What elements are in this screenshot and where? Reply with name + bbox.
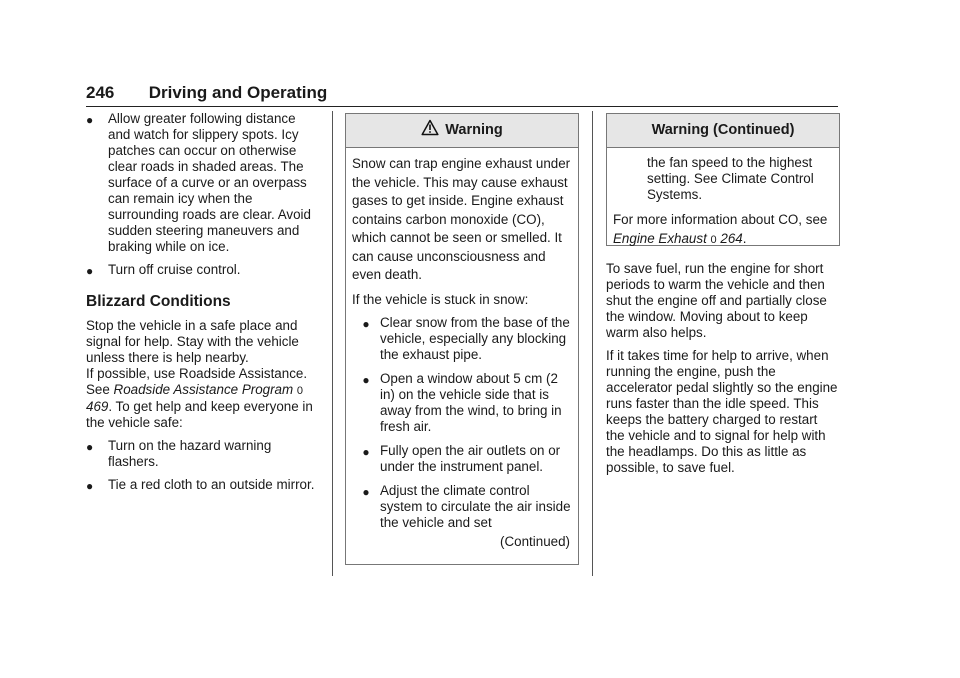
list-item-text: Open a window about 5 cm (2 in) on the vehicle side that is away from the wind, to bring in fresh air. <box>380 371 562 434</box>
paragraph: If it takes time for help to arrive, when running the engine, push the accelerator pedal slightly so the engine runs faster than the idle speed. This keeps the battery charged to restart the vehicle and to signal for help with the headlamps. Do this as little as possible, to save fuel. <box>606 348 838 475</box>
warning-title: Warning (Continued) <box>651 122 795 139</box>
list-item-text: Adjust the climate control system to circulate the air inside the vehicle and set <box>380 483 571 530</box>
text: . To get help and keep everyone in the vehicle safe: <box>86 399 313 430</box>
list-item <box>352 315 572 363</box>
warning-box <box>345 113 579 565</box>
paragraph: Stop the vehicle in a safe place and signal for help. Stay with the vehicle unless there is help nearby. <box>86 318 299 365</box>
subheading: Blizzard Conditions <box>86 293 231 310</box>
section-title: Driving and Operating <box>148 83 328 102</box>
list-item-text: Turn off cruise control. <box>108 262 241 277</box>
spacer <box>606 111 838 261</box>
bullet-icon: ● <box>362 317 370 331</box>
text: . <box>742 230 747 246</box>
column-divider <box>332 111 333 576</box>
list-item-text: Fully open the air outlets on or under the instrument panel. <box>380 443 561 474</box>
paragraph: To save fuel, run the engine for short periods to warm the vehicle and then shut the engine off and partially close the window. Moving about to keep warm also helps. <box>606 261 827 340</box>
bullet-icon: ● <box>86 264 94 278</box>
warning-body <box>346 148 578 556</box>
paragraph: Snow can trap engine exhaust under the vehicle. This may cause exhaust gases to get inside. Engine exhaust contains carbon monoxide (CO), which cannot be seen or smelled. It can cause unconsciousness and even death. <box>352 156 571 282</box>
list-item <box>86 477 318 494</box>
text: If possible, use Roadside Assistance. See <box>86 366 308 397</box>
list-item <box>352 371 572 435</box>
page-ref-number[interactable]: 264 <box>720 230 743 246</box>
list-item <box>352 483 572 531</box>
list-item <box>86 111 318 255</box>
list-item <box>352 443 572 475</box>
list-item-text: Clear snow from the base of the vehicle, especially any blocking the exhaust pipe. <box>380 315 570 362</box>
page-ref-number[interactable]: 469 <box>86 399 109 414</box>
list-item-text: Allow greater following distance and watch for slippery spots. Icy patches can occur on otherwise clear roads in shaded areas. The surface of a curve or an overpass can remain icy when the surrounding roads are clear. Avoid sudden steering maneuvers and braking while on ice. <box>108 111 311 254</box>
list-item <box>86 262 318 279</box>
bullet-icon: ● <box>362 373 370 387</box>
cross-reference-link[interactable]: Roadside Assistance Program <box>113 382 294 397</box>
bullet-icon: ● <box>86 440 94 454</box>
list-item <box>86 438 318 470</box>
bullet-icon: ● <box>362 485 370 499</box>
continued-label: (Continued) <box>500 534 570 549</box>
page-number: 246 <box>86 83 115 102</box>
text: For more information about CO, see <box>613 212 828 227</box>
bullet-icon: ● <box>86 113 94 127</box>
bullet-icon: ● <box>86 479 94 493</box>
page-header <box>86 84 838 107</box>
warning-triangle-icon <box>421 119 439 142</box>
column-left <box>86 111 318 501</box>
list-item-text: Tie a red cloth to an outside mirror. <box>108 477 315 492</box>
list-item-text: Turn on the hazard warning flashers. <box>108 438 272 469</box>
column-divider <box>592 111 593 576</box>
warning-title: Warning <box>445 122 503 139</box>
warning-header <box>346 114 578 148</box>
paragraph <box>86 366 318 431</box>
paragraph: If the vehicle is stuck in snow: <box>352 291 529 307</box>
page-ref-icon: 0 <box>710 233 717 246</box>
cross-reference-link[interactable]: Engine Exhaust <box>613 230 707 246</box>
page-ref-icon: 0 <box>296 385 304 397</box>
column-right <box>606 111 838 483</box>
continued-text: the fan speed to the highest setting. See Climate Control Systems. <box>647 155 814 202</box>
bullet-icon: ● <box>362 445 370 459</box>
